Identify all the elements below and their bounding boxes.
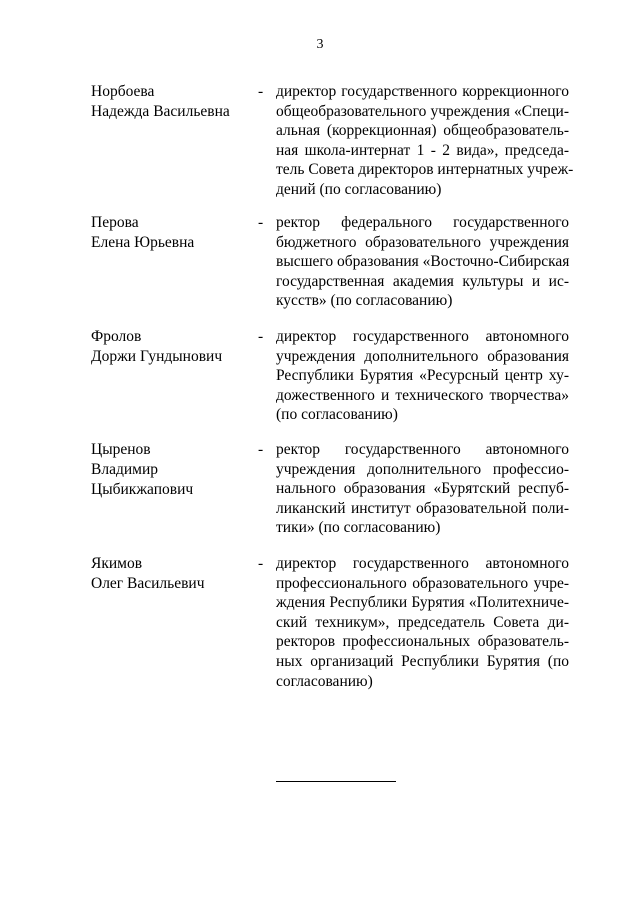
position-line: высшего образования «Восточно-Сибирская [276, 253, 570, 271]
position-line: согласованию) [276, 672, 373, 690]
position-line: профессионального образовательного учре- [276, 574, 569, 592]
position-line: тики» (по согласованию) [276, 519, 441, 537]
entry-dash: - [258, 441, 264, 458]
position-line: директор государственного автономного [276, 328, 569, 345]
member-name [91, 82, 251, 122]
position-line: государственная академия культуры и ис- [276, 272, 569, 290]
position-line: тель Совета директоров интернатных учреж- [276, 161, 574, 179]
position-line: ждения Республики Бурятия «Политехниче- [276, 594, 569, 612]
member-name [91, 327, 251, 367]
position-line: дений (по согласованию) [276, 180, 442, 198]
position-line: ных организаций Республики Бурятия (по [276, 652, 569, 670]
member-name [91, 440, 251, 500]
member-position [276, 327, 569, 425]
member-name [91, 554, 251, 594]
position-line: общеобразовательного учреждения «Специ- [276, 102, 569, 120]
position-line: (по согласованию) [276, 406, 398, 424]
member-name-line: Владимир [91, 461, 158, 478]
member-name-line: Якимов [91, 555, 143, 572]
page-number: 3 [316, 37, 324, 52]
closing-rule [276, 781, 396, 782]
member-name-line: Цыренов [91, 441, 151, 458]
position-line: ский техникум», председатель Совета ди- [276, 613, 569, 631]
position-line: учреждения дополнительного образования [276, 347, 569, 365]
member-position [276, 82, 574, 200]
member-name-line: Норбоева [91, 83, 155, 100]
member-name-line: Цыбикжапович [91, 481, 194, 498]
member-name [91, 213, 251, 253]
entry-dash: - [258, 83, 264, 100]
position-line: кусств» (по согласованию) [276, 292, 453, 310]
position-line: директор государственного автономного [276, 555, 569, 572]
member-name-line: Надежда Васильевна [91, 103, 230, 120]
entry-dash: - [258, 214, 264, 231]
member-position [276, 554, 569, 691]
position-line: ректоров профессиональных образователь- [276, 633, 569, 651]
entry-dash: - [258, 555, 264, 572]
position-line: ректор государственного автономного [276, 441, 569, 458]
member-name-line: Фролов [91, 328, 142, 345]
position-line: ная школа-интернат 1 - 2 вида», председа- [276, 141, 569, 159]
member-position [276, 213, 569, 311]
member-name-line: Доржи Гундынович [91, 348, 223, 365]
member-name-line: Перова [91, 214, 139, 231]
position-line: Республики Бурятия «Ресурсный центр ху- [276, 367, 569, 385]
member-position [276, 440, 569, 538]
position-line: учреждения дополнительного профессио- [276, 460, 569, 478]
position-line: директор государственного коррекционного [276, 83, 569, 100]
position-line: нального образования «Бурятский респуб- [276, 480, 569, 498]
member-name-line: Елена Юрьевна [91, 234, 195, 251]
member-name-line: Олег Васильевич [91, 575, 205, 592]
position-line: бюджетного образовательного учреждения [276, 233, 569, 251]
position-line: ликанский институт образовательной поли- [276, 499, 569, 517]
position-line: ректор федерального государственного [276, 214, 569, 231]
position-line: альная (коррекционная) общеобразователь- [276, 122, 569, 140]
position-line: дожественного и технического творчества» [276, 386, 569, 404]
entry-dash: - [258, 328, 264, 345]
